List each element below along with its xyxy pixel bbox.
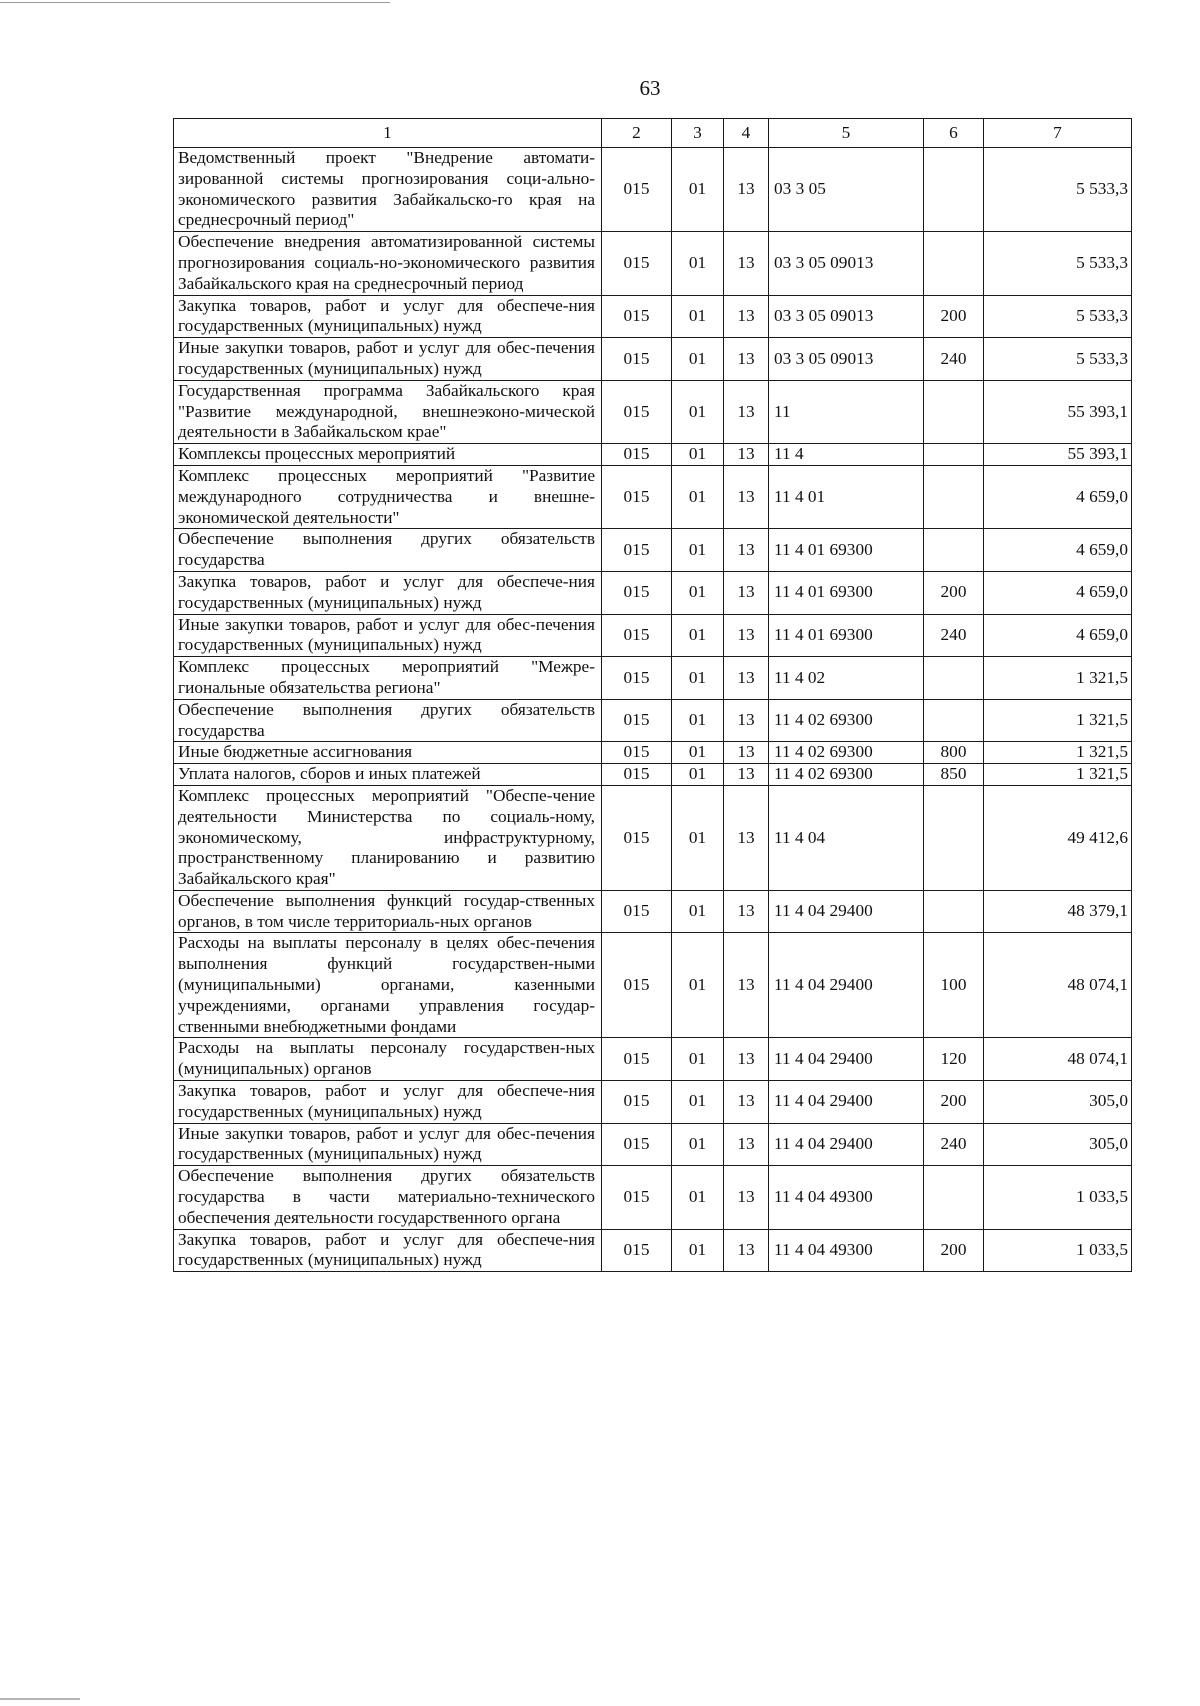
header-col-1: 1 (174, 119, 602, 148)
row-amount: 5 533,3 (984, 338, 1132, 381)
row-amount: 1 033,5 (984, 1166, 1132, 1229)
row-ministry-code: 015 (602, 444, 672, 466)
row-section-code: 01 (672, 657, 724, 700)
row-subsection-code: 13 (724, 1123, 769, 1166)
row-target-code: 11 4 04 29400 (769, 933, 924, 1038)
row-amount: 1 321,5 (984, 699, 1132, 742)
row-target-code: 03 3 05 09013 (769, 232, 924, 295)
row-subsection-code: 13 (724, 785, 769, 890)
row-section-code: 01 (672, 785, 724, 890)
row-subsection-code: 13 (724, 571, 769, 614)
row-expense-type (924, 785, 984, 890)
row-ministry-code: 015 (602, 148, 672, 232)
header-col-6: 6 (924, 119, 984, 148)
row-section-code: 01 (672, 338, 724, 381)
row-expense-type: 240 (924, 614, 984, 657)
row-ministry-code: 015 (602, 295, 672, 338)
table-row (174, 295, 1132, 338)
row-ministry-code: 015 (602, 338, 672, 381)
row-target-code: 11 4 04 29400 (769, 1038, 924, 1081)
row-amount: 4 659,0 (984, 529, 1132, 572)
row-section-code: 01 (672, 444, 724, 466)
row-section-code: 01 (672, 465, 724, 528)
row-ministry-code: 015 (602, 764, 672, 786)
row-name: Комплекс процессных мероприятий "Обеспе-чение деятельности Министерства по социаль-ному, экономическому, инфраструктурному, пространственному планированию и развитию Забайкальского края" (174, 785, 602, 890)
row-amount: 48 074,1 (984, 933, 1132, 1038)
row-expense-type (924, 232, 984, 295)
row-target-code: 11 4 (769, 444, 924, 466)
row-amount: 55 393,1 (984, 444, 1132, 466)
row-name: Обеспечение выполнения функций государ-ственных органов, в том числе территориаль-ных органов (174, 890, 602, 933)
row-ministry-code: 015 (602, 1081, 672, 1124)
header-col-2: 2 (602, 119, 672, 148)
row-target-code: 11 4 04 49300 (769, 1229, 924, 1272)
row-name: Комплексы процессных мероприятий (174, 444, 602, 466)
row-target-code: 11 4 04 29400 (769, 1123, 924, 1166)
row-subsection-code: 13 (724, 380, 769, 443)
row-ministry-code: 015 (602, 933, 672, 1038)
row-amount: 4 659,0 (984, 465, 1132, 528)
row-target-code: 11 4 04 49300 (769, 1166, 924, 1229)
table-row (174, 890, 1132, 933)
table-row (174, 148, 1132, 232)
row-target-code: 11 (769, 380, 924, 443)
table-row (174, 380, 1132, 443)
row-name: Уплата налогов, сборов и иных платежей (174, 764, 602, 786)
table-row (174, 1081, 1132, 1124)
row-section-code: 01 (672, 529, 724, 572)
row-section-code: 01 (672, 1166, 724, 1229)
row-target-code: 11 4 02 69300 (769, 764, 924, 786)
row-expense-type (924, 890, 984, 933)
row-expense-type (924, 444, 984, 466)
row-expense-type: 200 (924, 571, 984, 614)
table-row (174, 742, 1132, 764)
row-expense-type: 200 (924, 1229, 984, 1272)
row-amount: 305,0 (984, 1081, 1132, 1124)
row-subsection-code: 13 (724, 614, 769, 657)
row-section-code: 01 (672, 1123, 724, 1166)
row-subsection-code: 13 (724, 742, 769, 764)
row-subsection-code: 13 (724, 295, 769, 338)
row-section-code: 01 (672, 232, 724, 295)
row-ministry-code: 015 (602, 1038, 672, 1081)
table-row (174, 785, 1132, 890)
row-target-code: 11 4 04 29400 (769, 1081, 924, 1124)
table-row (174, 1123, 1132, 1166)
row-amount: 5 533,3 (984, 295, 1132, 338)
row-expense-type: 240 (924, 1123, 984, 1166)
row-expense-type (924, 380, 984, 443)
row-subsection-code: 13 (724, 232, 769, 295)
table-row (174, 571, 1132, 614)
row-section-code: 01 (672, 380, 724, 443)
row-name: Комплекс процессных мероприятий "Развитие международного сотрудничества и внешне-экономической деятельности" (174, 465, 602, 528)
row-ministry-code: 015 (602, 1229, 672, 1272)
row-subsection-code: 13 (724, 444, 769, 466)
row-amount: 5 533,3 (984, 232, 1132, 295)
row-ministry-code: 015 (602, 1166, 672, 1229)
table-row (174, 1166, 1132, 1229)
row-amount: 48 379,1 (984, 890, 1132, 933)
row-subsection-code: 13 (724, 657, 769, 700)
row-name: Расходы на выплаты персоналу государствен-ных (муниципальных) органов (174, 1038, 602, 1081)
row-expense-type: 200 (924, 1081, 984, 1124)
table-body (174, 119, 1132, 1272)
row-name: Иные бюджетные ассигнования (174, 742, 602, 764)
row-expense-type: 240 (924, 338, 984, 381)
scan-top-rule (0, 2, 390, 3)
row-amount: 1 321,5 (984, 657, 1132, 700)
row-subsection-code: 13 (724, 764, 769, 786)
row-name: Обеспечение внедрения автоматизированной системы прогнозирования социаль-но-экономического развития Забайкальского края на среднесрочный период (174, 232, 602, 295)
table-row (174, 764, 1132, 786)
row-section-code: 01 (672, 295, 724, 338)
row-expense-type: 200 (924, 295, 984, 338)
header-col-5: 5 (769, 119, 924, 148)
row-amount: 48 074,1 (984, 1038, 1132, 1081)
row-subsection-code: 13 (724, 148, 769, 232)
row-ministry-code: 015 (602, 529, 672, 572)
row-name: Закупка товаров, работ и услуг для обеспече-ния государственных (муниципальных) нужд (174, 1229, 602, 1272)
table-row (174, 338, 1132, 381)
row-expense-type (924, 148, 984, 232)
row-target-code: 03 3 05 (769, 148, 924, 232)
table-row (174, 232, 1132, 295)
row-subsection-code: 13 (724, 1229, 769, 1272)
row-subsection-code: 13 (724, 1081, 769, 1124)
table-row (174, 444, 1132, 466)
header-col-4: 4 (724, 119, 769, 148)
table-row (174, 933, 1132, 1038)
row-ministry-code: 015 (602, 785, 672, 890)
row-ministry-code: 015 (602, 380, 672, 443)
row-target-code: 11 4 02 69300 (769, 699, 924, 742)
row-section-code: 01 (672, 742, 724, 764)
row-target-code: 11 4 01 69300 (769, 614, 924, 657)
row-name: Закупка товаров, работ и услуг для обеспече-ния государственных (муниципальных) нужд (174, 1081, 602, 1124)
table-row (174, 465, 1132, 528)
row-section-code: 01 (672, 933, 724, 1038)
row-target-code: 11 4 02 69300 (769, 742, 924, 764)
row-target-code: 11 4 04 29400 (769, 890, 924, 933)
row-expense-type (924, 465, 984, 528)
row-name: Расходы на выплаты персоналу в целях обес-печения выполнения функций государствен-ными (муниципальными) органами, казенными учреждениями, органами управления государ-ственными внебюджетными фондами (174, 933, 602, 1038)
row-target-code: 11 4 01 69300 (769, 529, 924, 572)
table-row (174, 699, 1132, 742)
row-subsection-code: 13 (724, 338, 769, 381)
row-name: Комплекс процессных мероприятий "Межре-гиональные обязательства региона" (174, 657, 602, 700)
row-section-code: 01 (672, 699, 724, 742)
row-ministry-code: 015 (602, 1123, 672, 1166)
row-expense-type (924, 1166, 984, 1229)
row-name: Закупка товаров, работ и услуг для обеспече-ния государственных (муниципальных) нужд (174, 295, 602, 338)
row-name: Закупка товаров, работ и услуг для обеспече-ния государственных (муниципальных) нужд (174, 571, 602, 614)
row-name: Ведомственный проект "Внедрение автомати-зированной системы прогнозирования соци-ально-экономического развития Забайкальско-го края на среднесрочный период" (174, 148, 602, 232)
row-section-code: 01 (672, 890, 724, 933)
row-subsection-code: 13 (724, 529, 769, 572)
row-name: Обеспечение выполнения других обязательств государства (174, 529, 602, 572)
row-ministry-code: 015 (602, 657, 672, 700)
row-amount: 4 659,0 (984, 571, 1132, 614)
row-amount: 4 659,0 (984, 614, 1132, 657)
table-row (174, 657, 1132, 700)
table-row (174, 529, 1132, 572)
budget-table (173, 118, 1132, 1272)
row-amount: 49 412,6 (984, 785, 1132, 890)
scan-bottom-rule (0, 1698, 80, 1700)
row-section-code: 01 (672, 1081, 724, 1124)
row-name: Иные закупки товаров, работ и услуг для обес-печения государственных (муниципальных) нужд (174, 614, 602, 657)
row-amount: 55 393,1 (984, 380, 1132, 443)
row-target-code: 11 4 04 (769, 785, 924, 890)
row-subsection-code: 13 (724, 1166, 769, 1229)
row-ministry-code: 015 (602, 699, 672, 742)
header-col-7: 7 (984, 119, 1132, 148)
row-ministry-code: 015 (602, 465, 672, 528)
row-ministry-code: 015 (602, 571, 672, 614)
row-expense-type: 120 (924, 1038, 984, 1081)
row-section-code: 01 (672, 764, 724, 786)
row-ministry-code: 015 (602, 742, 672, 764)
row-expense-type: 100 (924, 933, 984, 1038)
row-name: Обеспечение выполнения других обязательств государства (174, 699, 602, 742)
row-amount: 1 321,5 (984, 742, 1132, 764)
row-expense-type (924, 529, 984, 572)
row-target-code: 03 3 05 09013 (769, 295, 924, 338)
row-name: Иные закупки товаров, работ и услуг для обес-печения государственных (муниципальных) нужд (174, 338, 602, 381)
row-name: Обеспечение выполнения других обязательств государства в части материально-технического обеспечения деятельности государственного органа (174, 1166, 602, 1229)
row-subsection-code: 13 (724, 1038, 769, 1081)
page-number: 63 (639, 76, 661, 100)
table-row (174, 1229, 1132, 1272)
row-name: Иные закупки товаров, работ и услуг для обес-печения государственных (муниципальных) нужд (174, 1123, 602, 1166)
row-target-code: 11 4 01 69300 (769, 571, 924, 614)
row-amount: 1 321,5 (984, 764, 1132, 786)
row-section-code: 01 (672, 1038, 724, 1081)
header-col-3: 3 (672, 119, 724, 148)
row-subsection-code: 13 (724, 933, 769, 1038)
row-target-code: 11 4 02 (769, 657, 924, 700)
row-name: Государственная программа Забайкальского края "Развитие международной, внешнеэконо-мической деятельности в Забайкальском крае" (174, 380, 602, 443)
header-row (174, 119, 1132, 148)
row-ministry-code: 015 (602, 890, 672, 933)
row-target-code: 03 3 05 09013 (769, 338, 924, 381)
row-target-code: 11 4 01 (769, 465, 924, 528)
row-ministry-code: 015 (602, 614, 672, 657)
row-subsection-code: 13 (724, 699, 769, 742)
table-row (174, 1038, 1132, 1081)
row-expense-type (924, 699, 984, 742)
row-ministry-code: 015 (602, 232, 672, 295)
row-expense-type (924, 657, 984, 700)
row-amount: 5 533,3 (984, 148, 1132, 232)
row-section-code: 01 (672, 614, 724, 657)
row-section-code: 01 (672, 571, 724, 614)
row-subsection-code: 13 (724, 465, 769, 528)
row-amount: 305,0 (984, 1123, 1132, 1166)
row-expense-type: 850 (924, 764, 984, 786)
table-row (174, 614, 1132, 657)
row-section-code: 01 (672, 1229, 724, 1272)
row-expense-type: 800 (924, 742, 984, 764)
row-section-code: 01 (672, 148, 724, 232)
row-amount: 1 033,5 (984, 1229, 1132, 1272)
row-subsection-code: 13 (724, 890, 769, 933)
